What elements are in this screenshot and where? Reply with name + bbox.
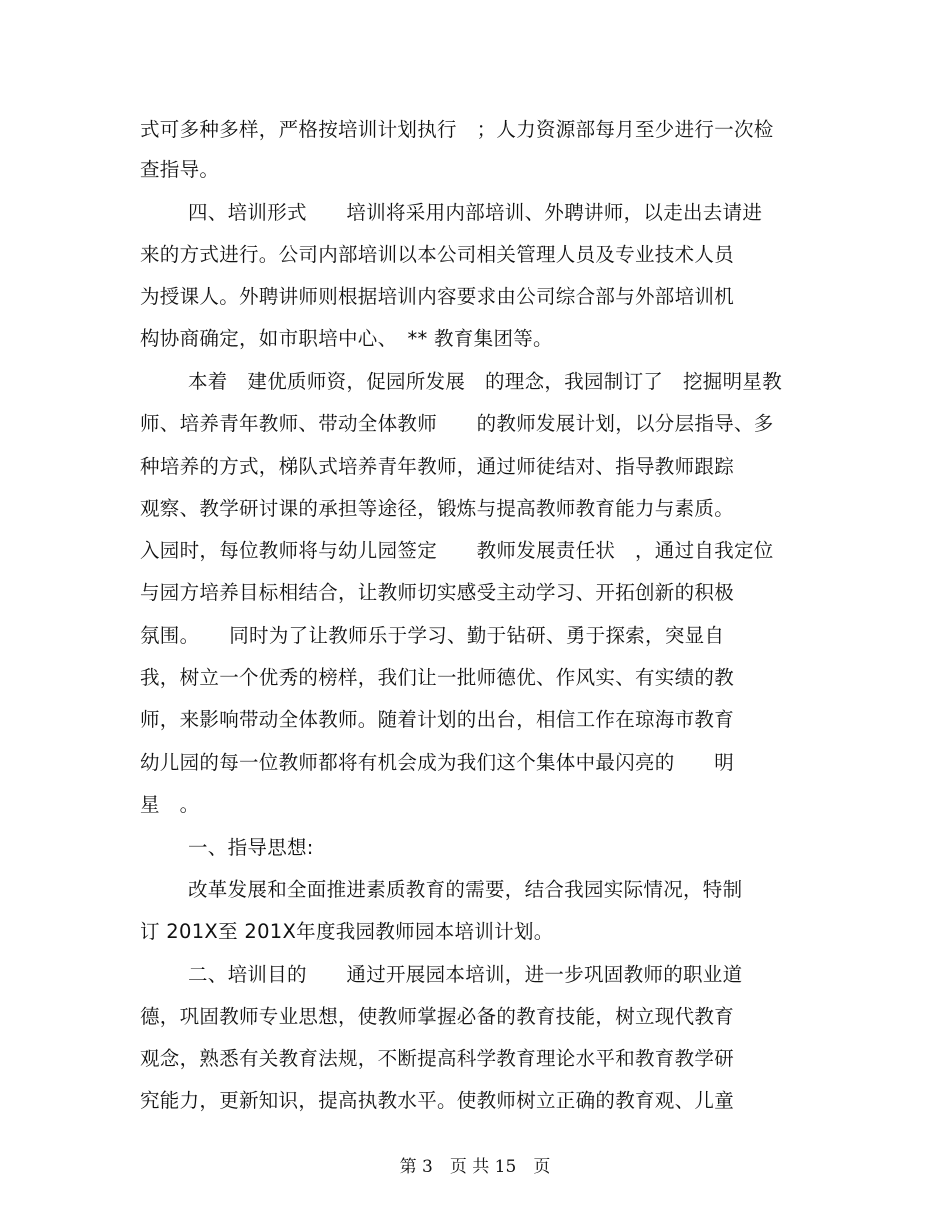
page-number-footer: 第 3 页 共 15 页 [399,1157,551,1177]
text-line: 入园时，每位教师将与幼儿园签定 教师发展责任状 ，通过自我定位 [140,539,774,562]
text-line: 观念，熟悉有关教育法规，不断提高科学教育理论水平和教育教学研 [140,1047,735,1070]
text-line: 幼儿园的每一位教师都将有机会成为我们这个集体中最闪亮的 明 [140,751,735,774]
text-line: 种培养的方式，梯队式培养青年教师，通过师徒结对、指导教师跟踪 [140,455,735,478]
text-line: 式可多种多样，严格按培训计划执行 ；人力资源部每月至少进行一次检 [140,118,774,141]
text-line: 订 201X至 201X年度我园教师园本培训计划。 [140,920,554,943]
text-line: 本着 建优质师资，促园所发展 的理念，我园制订了 挖掘明星教 [188,370,783,393]
section-heading: 一、指导思想: [188,836,314,859]
text-line: 观察、教学研讨课的承担等途径，锻炼与提高教师教育能力与素质。 [140,497,735,520]
text-line: 师，来影响带动全体教师。随着计划的出台，相信工作在琼海市教育 [140,708,735,731]
text-line: 师、培养青年教师、带动全体教师 的教师发展计划，以分层指导、多 [140,412,774,435]
text-line: 构协商确定，如市职培中心、 ** 教育集团等。 [140,327,553,350]
text-line: 四、培训形式 培训将采用内部培训、外聘讲师，以走出去请进 [188,201,763,224]
text-line: 来的方式进行。公司内部培训以本公司相关管理人员及专业技术人员 [140,243,735,266]
text-line: 我，树立一个优秀的榜样，我们让一批师德优、作风实、有实绩的教 [140,666,735,689]
text-line: 究能力，更新知识，提高执教水平。使教师树立正确的教育观、儿童 [140,1089,735,1112]
text-line: 为授课人。外聘讲师则根据培训内容要求由公司综合部与外部培训机 [140,285,735,308]
text-line: 与园方培养目标相结合，让教师切实感受主动学习、开拓创新的积极 [140,581,735,604]
text-line: 改革发展和全面推进素质教育的需要，结合我园实际情况，特制 [188,878,743,901]
text-line: 德，巩固教师专业思想，使教师掌握必备的教育技能，树立现代教育 [140,1005,735,1028]
text-line: 二、培训目的 通过开展园本培训，进一步巩固教师的职业道 [188,963,743,986]
text-line: 查指导。 [140,158,220,181]
text-line: 氛围。 同时为了让教师乐于学习、勤于钻研、勇于探索，突显自 [140,624,725,647]
text-line: 星 。 [140,793,200,816]
